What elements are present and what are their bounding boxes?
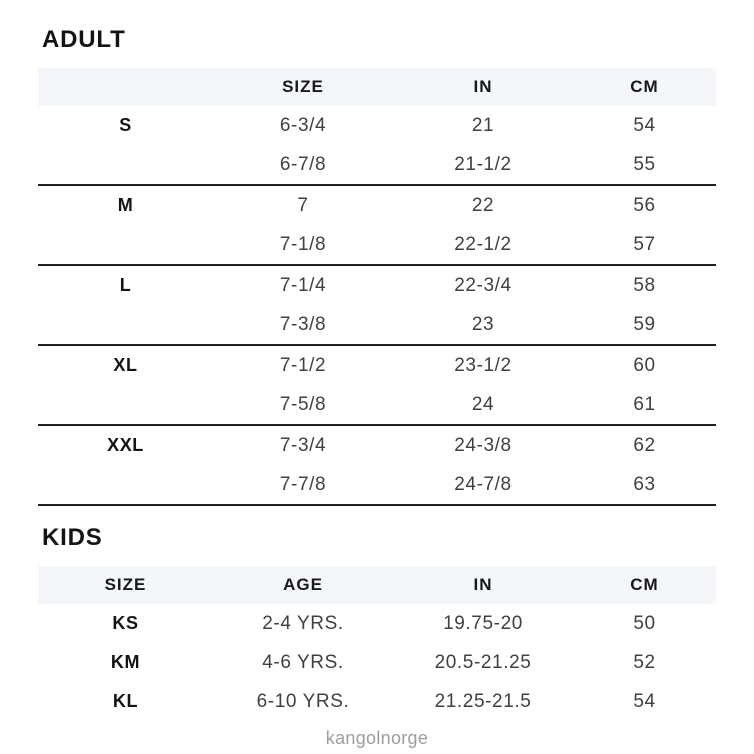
size-value: 6-3/4 xyxy=(279,114,327,136)
in-value: 24-7/8 xyxy=(454,473,512,495)
size-value: 7 xyxy=(297,194,309,216)
adult-section-title: ADULT xyxy=(42,26,126,53)
size-label: KM xyxy=(110,652,141,672)
size-label: KS xyxy=(112,613,139,633)
table-row xyxy=(38,426,716,465)
kids-header-cm: CM xyxy=(630,575,659,594)
cm-value: 63 xyxy=(633,473,656,495)
cm-value: 59 xyxy=(633,313,656,335)
cm-value: 60 xyxy=(633,354,656,376)
size-value: 7-3/8 xyxy=(279,313,327,335)
size-value: 7-1/2 xyxy=(279,354,327,376)
age-value: 4-6 YRS. xyxy=(262,651,344,673)
adult-table-header-row xyxy=(38,68,716,106)
table-row xyxy=(38,145,716,184)
size-label: L xyxy=(119,275,132,295)
adult-header-in: IN xyxy=(473,77,493,96)
cm-value: 58 xyxy=(633,274,656,296)
cm-value: 57 xyxy=(633,233,656,255)
age-value: 6-10 YRS. xyxy=(256,690,350,712)
cm-value: 55 xyxy=(633,153,656,175)
in-value: 21 xyxy=(471,114,495,136)
table-row xyxy=(38,225,716,264)
in-value: 24-3/8 xyxy=(454,434,512,456)
kids-header-age: AGE xyxy=(283,575,323,594)
size-value: 6-7/8 xyxy=(279,153,327,175)
in-value: 19.75-20 xyxy=(443,612,523,634)
in-value: 23-1/2 xyxy=(454,354,512,376)
size-label: XXL xyxy=(107,435,144,455)
adult-group-m xyxy=(38,186,716,266)
table-row xyxy=(38,604,716,643)
size-label: S xyxy=(119,115,132,135)
adult-size-table xyxy=(38,68,716,506)
brand-watermark: kangolnorge xyxy=(325,728,429,748)
size-value: 7-1/4 xyxy=(279,274,327,296)
adult-group-l xyxy=(38,266,716,346)
kids-section-title: KIDS xyxy=(42,524,103,551)
cm-value: 61 xyxy=(633,393,656,415)
in-value: 22-3/4 xyxy=(454,274,512,296)
adult-group-xxl xyxy=(38,426,716,506)
table-row xyxy=(38,682,716,721)
in-value: 22 xyxy=(471,194,495,216)
size-value: 7-5/8 xyxy=(279,393,327,415)
adult-header-size: SIZE xyxy=(282,77,324,96)
size-label: KL xyxy=(112,691,139,711)
table-row xyxy=(38,186,716,225)
table-row xyxy=(38,643,716,682)
kids-size-table xyxy=(38,566,716,721)
in-value: 23 xyxy=(471,313,495,335)
in-value: 24 xyxy=(471,393,495,415)
cm-value: 54 xyxy=(633,114,656,136)
adult-group-xl xyxy=(38,346,716,426)
size-label: M xyxy=(117,195,134,215)
in-value: 20.5-21.25 xyxy=(434,651,532,673)
size-value: 7-7/8 xyxy=(279,473,327,495)
cm-value: 62 xyxy=(633,434,656,456)
age-value: 2-4 YRS. xyxy=(262,612,344,634)
kids-header-size: SIZE xyxy=(104,575,147,594)
size-value: 7-3/4 xyxy=(279,434,327,456)
in-value: 21.25-21.5 xyxy=(434,690,532,712)
cm-value: 56 xyxy=(633,194,656,216)
kids-header-in: IN xyxy=(473,575,493,594)
cm-value: 54 xyxy=(633,690,656,712)
adult-group-s xyxy=(38,106,716,186)
in-value: 22-1/2 xyxy=(454,233,512,255)
cm-value: 50 xyxy=(633,612,656,634)
in-value: 21-1/2 xyxy=(454,153,512,175)
table-row xyxy=(38,346,716,385)
cm-value: 52 xyxy=(633,651,656,673)
size-value: 7-1/8 xyxy=(279,233,327,255)
table-row xyxy=(38,305,716,344)
table-row xyxy=(38,106,716,145)
adult-header-cm: CM xyxy=(630,77,659,96)
table-row xyxy=(38,385,716,424)
kids-table-header-row xyxy=(38,566,716,604)
table-row xyxy=(38,465,716,504)
size-label: XL xyxy=(113,355,138,375)
table-row xyxy=(38,266,716,305)
